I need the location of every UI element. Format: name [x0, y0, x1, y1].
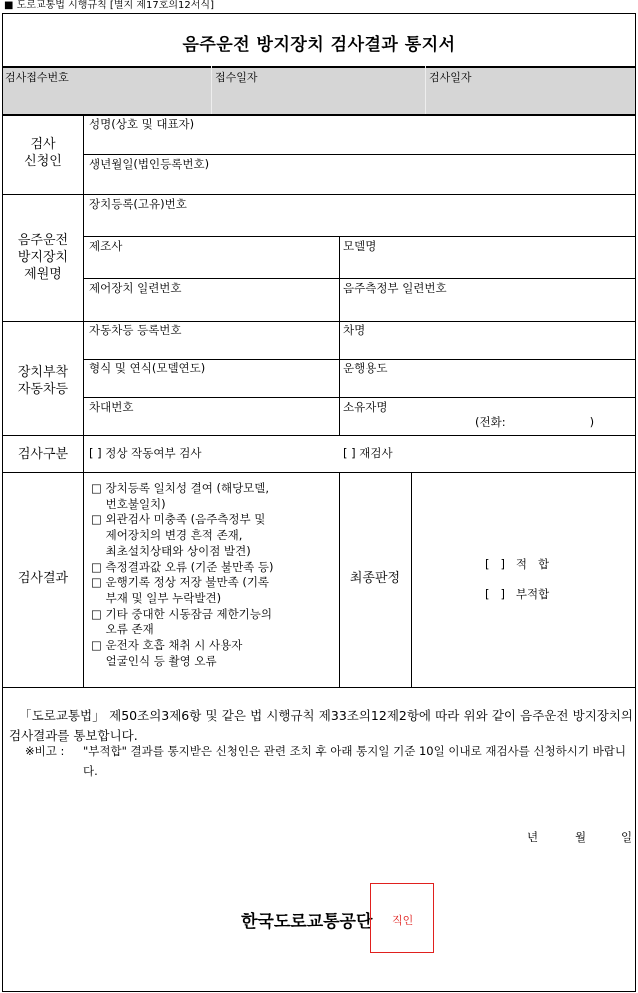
- category-recheck-option[interactable]: [ ] 재검사: [343, 446, 393, 460]
- form-header: ■ 도로교통법 시행규칙 [별지 제17호의12서식]: [4, 0, 214, 11]
- inspection-date-label: 검사일자: [429, 71, 472, 84]
- official-seal-label: 직인: [392, 914, 414, 927]
- vehicle-vin-field: 차대번호: [89, 400, 134, 414]
- form-frame: [2, 13, 636, 992]
- result-item[interactable]: □ 운전자 호흡 채취 시 사용자 얼굴인식 등 촬영 오류: [91, 638, 243, 668]
- vehicle-phone-field: (전화: ): [475, 415, 595, 429]
- result-item[interactable]: □ 기타 중대한 시동잠금 제한기능의 오류 존재: [91, 606, 273, 637]
- result-item[interactable]: □ 측정결과값 오류 (기준 불만족 등): [91, 559, 274, 574]
- vehicle-type-year-field: 형식 및 연식(모델연도): [89, 361, 206, 375]
- final-judgment-label: 최종판정: [349, 571, 401, 586]
- notice-text: 「도로교통법」 제50조의3제6항 및 같은 법 시행규칙 제33조의12제2항에 따라 위와 같이 음주운전 방지장치의 검사결과를 통보합니다.: [9, 708, 633, 743]
- result-item-list: [91, 481, 337, 669]
- remark-text: "부적합" 결과를 통지받은 신청인은 관련 조치 후 아래 통지일 기준 10일 이내로 재검사를 신청하시기 바랍니다.: [83, 744, 626, 778]
- device-section-label: 음주운전 방지장치 제원명: [17, 233, 69, 282]
- result-item[interactable]: □ 외관검사 미충족 (음주측정부 및 제어장치의 변경 흔적 존재, 최초설치상태와 상이점 발견): [91, 512, 266, 558]
- category-normal-option[interactable]: [ ] 정상 작동여부 검사: [89, 446, 202, 460]
- receipt-date-label: 접수일자: [215, 71, 258, 84]
- device-model-field: 모델명: [343, 239, 377, 253]
- device-reg-no-field: 장치등록(고유)번호: [89, 197, 187, 211]
- remark-label: ※비고 :: [25, 744, 65, 758]
- form-title: 음주운전 방지장치 검사결과 통지서: [182, 35, 456, 55]
- date-month: 월: [575, 830, 587, 844]
- final-fail-option[interactable]: [ ] 부적합: [485, 587, 550, 601]
- result-item[interactable]: □ 운행기록 정상 저장 불만족 (기록 부재 및 일부 누락발견): [91, 575, 270, 605]
- applicant-name-field: 성명(상호 및 대표자): [89, 117, 195, 131]
- category-section-label: 검사구분: [17, 447, 69, 462]
- vehicle-name-field: 차명: [343, 323, 366, 337]
- control-serial-field: 제어장치 일련번호: [89, 281, 182, 295]
- date-day: 일: [621, 830, 633, 844]
- date-year: 년: [527, 830, 539, 844]
- applicant-birth-field: 생년월일(법인등록번호): [89, 157, 210, 171]
- receipt-row: [3, 66, 635, 114]
- sensor-serial-field: 음주측정부 일련번호: [343, 281, 447, 295]
- applicant-section-label: 검사 신청인: [24, 137, 62, 169]
- final-pass-option[interactable]: [ ] 적 합: [485, 557, 550, 571]
- receipt-no-label: 검사접수번호: [5, 71, 69, 84]
- vehicle-section-label: 장치부착 자동차등: [17, 365, 69, 397]
- vehicle-reg-no-field: 자동차등 등록번호: [89, 323, 182, 337]
- issuer-name: 한국도로교통공단: [241, 912, 373, 932]
- device-maker-field: 제조사: [89, 239, 123, 253]
- vehicle-usage-field: 운행용도: [343, 361, 388, 375]
- result-section-label: 검사결과: [17, 571, 69, 586]
- result-item[interactable]: □ 장치등록 일치성 결여 (해당모델, 번호불일치): [91, 481, 270, 511]
- vehicle-owner-field: 소유자명: [343, 400, 388, 414]
